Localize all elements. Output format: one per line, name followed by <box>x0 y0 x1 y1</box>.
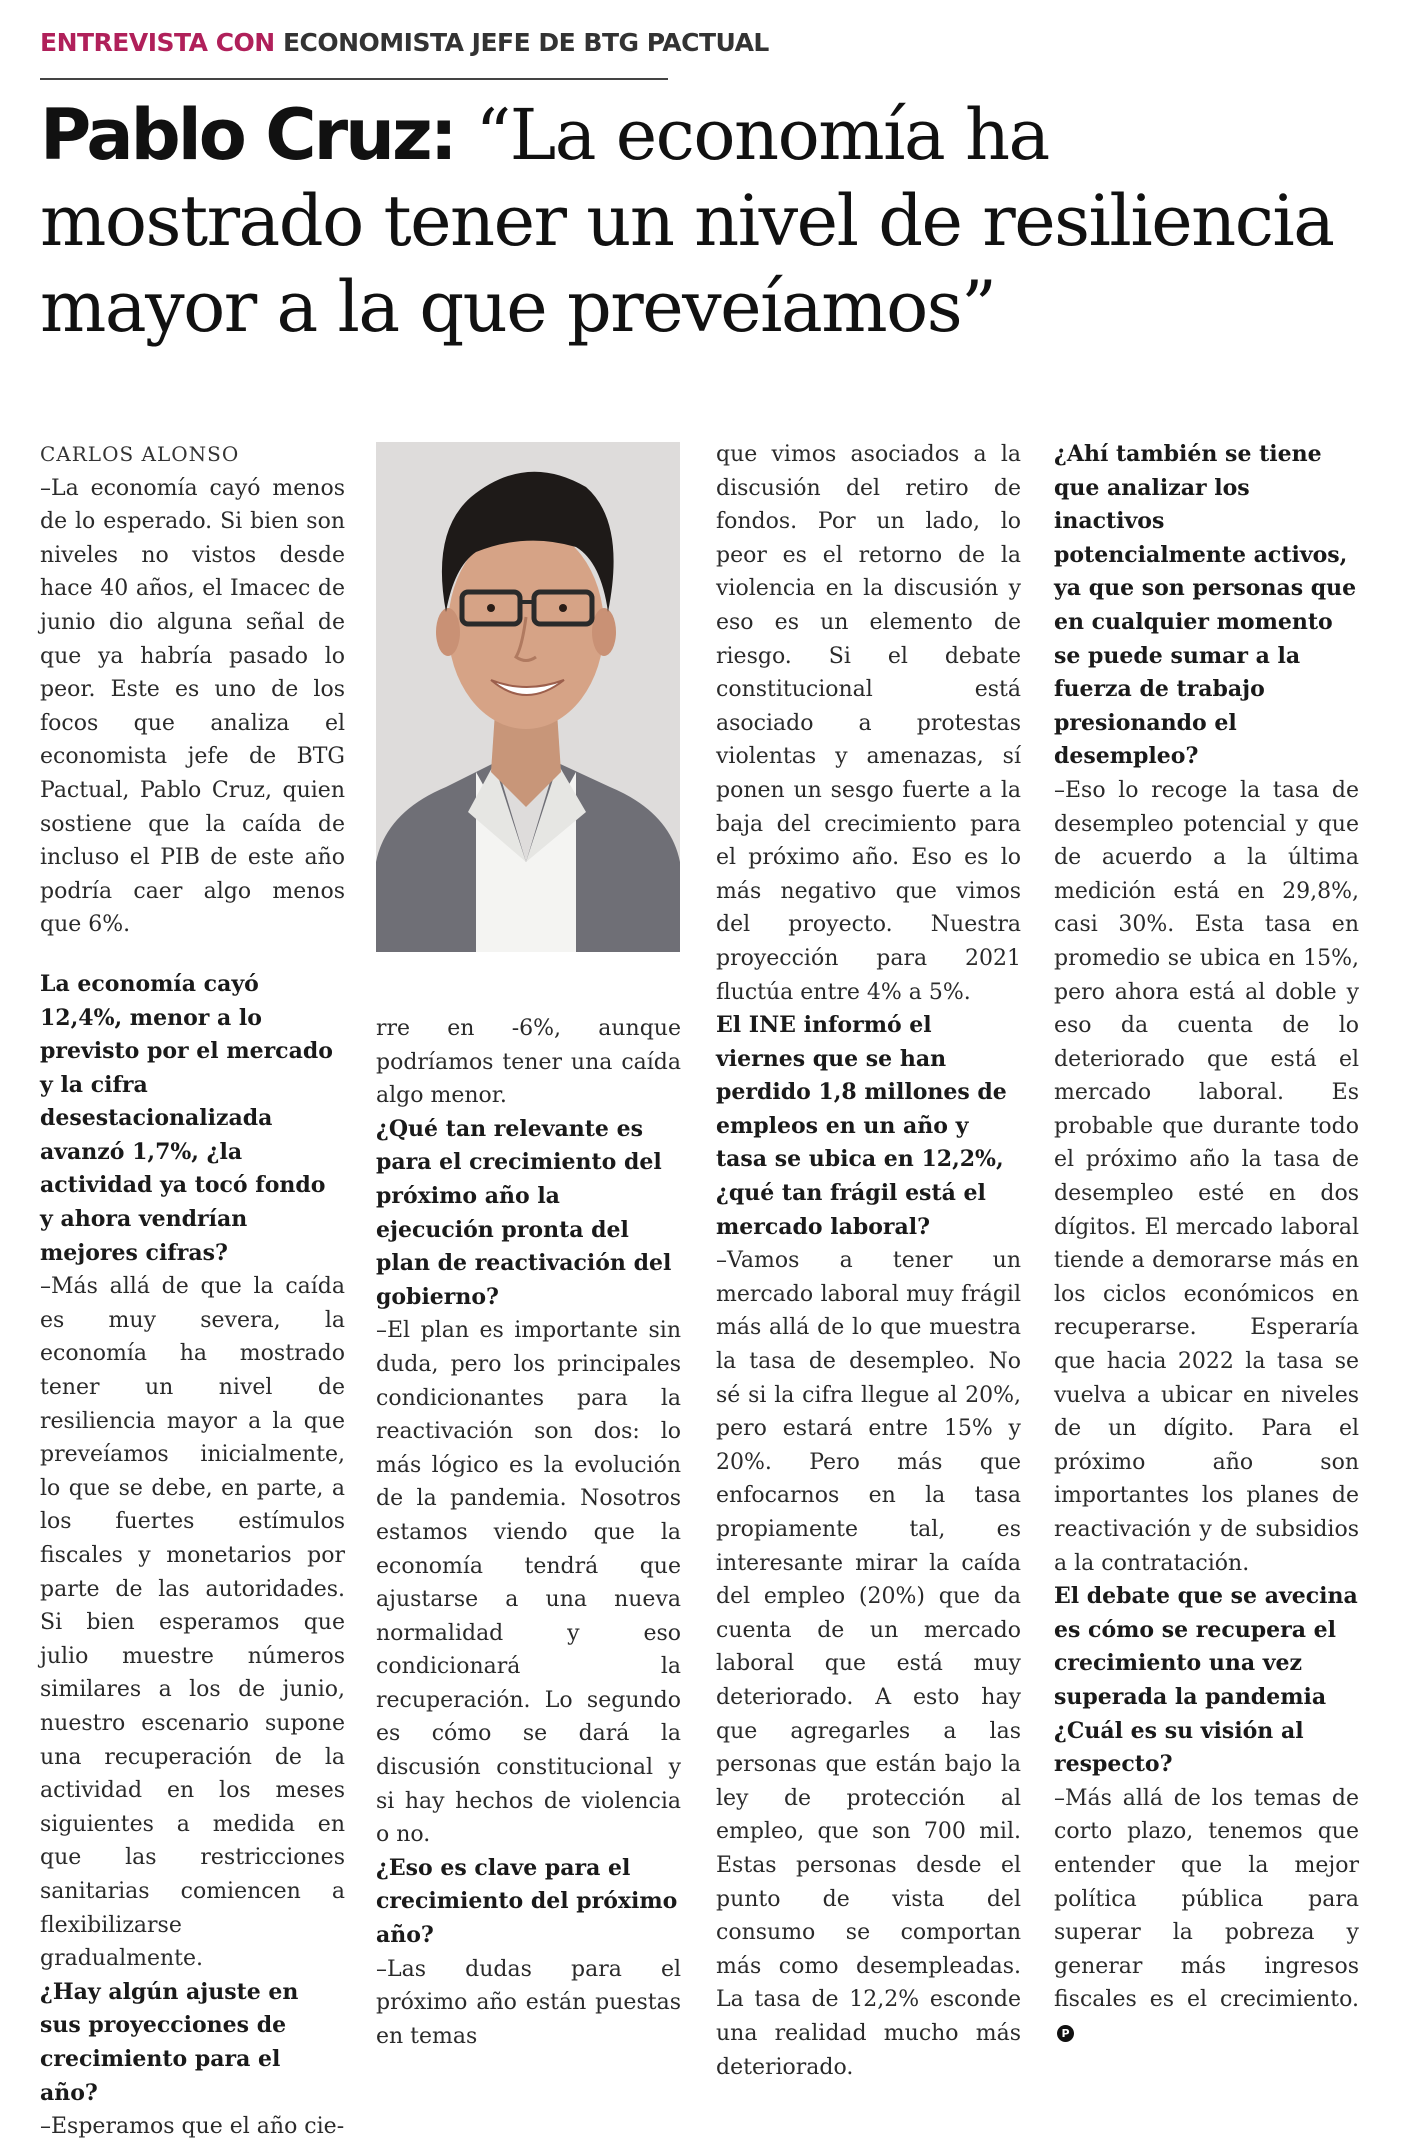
article-column-3 <box>716 438 1021 2084</box>
byline: CARLOS ALONSO <box>40 442 240 466</box>
question: ¿Eso es clave para el crecimiento del próximo año? <box>376 1854 678 1949</box>
article-column-1 <box>40 438 345 2144</box>
question: ¿Qué tan relevante es para el crecimiento del próximo año la ejecución pronta del plan de reactivación del gobierno? <box>376 1115 672 1310</box>
section-kicker <box>40 28 769 57</box>
answer: –Eso lo recoge la tasa de desempleo potencial y que de acuerdo a la última medición está en 29,8%, casi 30%. Esta tasa en promedio se ubica en 15%, pero ahora está al doble y eso da cuenta de lo deteriorado que está el mercado laboral. Es probable que durante todo el próximo año la tasa de desempleo esté en dos dígitos. El mercado laboral tiende a demorarse más en los ciclos económicos en recuperarse. Esperaría que hacia 2022 la tasa se vuelva a ubicar en niveles de un dígito. Para el próximo año son importantes los planes de reactivación y de subsidios a la contratación. <box>1054 777 1359 1576</box>
question: La economía cayó 12,4%, menor a lo previsto por el mercado y la cifra desestacionalizada avanzó 1,7%, ¿la actividad ya tocó fondo y ahora vendrían mejores cifras? <box>40 970 333 1266</box>
answer: rre en -6%, aunque podríamos tener una caída algo menor. <box>376 1016 681 1109</box>
portrait-photo <box>376 442 680 952</box>
portrait-photo-icon <box>376 442 680 952</box>
kicker-label: ENTREVISTA CON <box>40 28 275 57</box>
answer: –El plan es importante sin duda, pero los principales condicionantes para la reactivación son dos: lo más lógico es la evolución de la pandemia. Nosotros estamos viendo que la economía tendrá que ajustarse a una nueva normalidad y eso condicionará la recuperación. Lo segundo es cómo se dará la discusión constitucional y si hay hechos de violencia o no. <box>376 1318 681 1848</box>
answer: –Más allá de que la caída es muy severa, la economía ha mostrado tener un nivel de resiliencia mayor a la que preveíamos inicialmente, lo que se debe, en parte, a los fuertes estímulos fiscales y monetarios por parte de las autoridades. Si bien esperamos que julio muestre números similares a los de junio, nuestro escenario supone una recuperación de la actividad en los meses siguientes a medida en que las restricciones sanitarias comiencen a flexibilizarse gradualmente. <box>40 1274 345 1972</box>
headline-quote: “La economía ha mostrado tener un nivel de resiliencia mayor a la que preveíamos” <box>40 94 1334 348</box>
kicker-subject: ECONOMISTA JEFE DE BTG PACTUAL <box>282 28 769 57</box>
answer: –Esperamos que el año cie- <box>40 2114 345 2140</box>
question: ¿Hay algún ajuste en sus proyecciones de crecimiento para el año? <box>40 1978 299 2106</box>
headline-name: Pablo Cruz: <box>40 94 455 176</box>
end-mark-icon: P <box>1057 2025 1074 2042</box>
answer: que vimos asociados a la discusión del retiro de fondos. Por un lado, lo peor es el retorno de la violencia en la discusión y eso es un elemento de riesgo. Si el debate constitucional está asociado a protestas violentas y amenazas, sí ponen un sesgo fuerte a la baja del crecimiento para el próximo año. Eso es lo más negativo que vimos del proyecto. Nuestra proyección para 2021 fluctúa entre 4% a 5%. <box>716 442 1021 1005</box>
question: El INE informó el viernes que se han perdido 1,8 millones de empleos en un año y tasa se ubica en 12,2%, ¿qué tan frágil está el mercado laboral? <box>716 1012 1007 1240</box>
question: El debate que se avecina es cómo se recupera el crecimiento una vez superada la pandemia ¿Cuál es su visión al respecto? <box>1054 1583 1358 1778</box>
question: ¿Ahí también se tiene que analizar los inactivos potencialmente activos, ya que son personas que en cualquier momento se puede sumar a la fuerza de trabajo presionando el desempleo? <box>1054 441 1357 770</box>
answer-text: –Más allá de los temas de corto plazo, tenemos que entender que la mejor política pública para superar la pobreza y generar más ingresos fiscales es el crecimiento. <box>1054 1785 1359 2013</box>
closing-answer <box>1054 1782 1359 2051</box>
article-column-2 <box>376 1012 681 2053</box>
article-column-4 <box>1054 438 1359 2051</box>
kicker-divider <box>40 78 668 80</box>
answer: –Vamos a tener un mercado laboral muy frágil más allá de lo que muestra la tasa de desempleo. No sé si la cifra llegue al 20%, pero estará entre 15% y 20%. Pero más que enfocarnos en la tasa propiamente tal, es interesante mirar la caída del empleo (20%) que da cuenta de un mercado laboral que está muy deteriorado. A esto hay que agregarles a las personas que están bajo la ley de protección al empleo, que son 700 mil. Estas personas desde el punto de vista del consumo se comportan más como desempleadas. La tasa de 12,2% esconde una realidad mucho más deteriorado. <box>716 1248 1021 2080</box>
article-headline <box>40 92 1380 350</box>
answer: –Las dudas para el próximo año están puestas en temas <box>376 1956 681 2049</box>
lead-paragraph: –La economía cayó menos de lo esperado. Si bien son niveles no vistos desde hace 40 años, el Imacec de junio dio alguna señal de que ya habría pasado lo peor. Este es uno de los focos que analiza el economista jefe de BTG Pactual, Pablo Cruz, quien sostiene que la caída de incluso el PIB de este año podría caer algo menos que 6%. <box>40 475 345 938</box>
